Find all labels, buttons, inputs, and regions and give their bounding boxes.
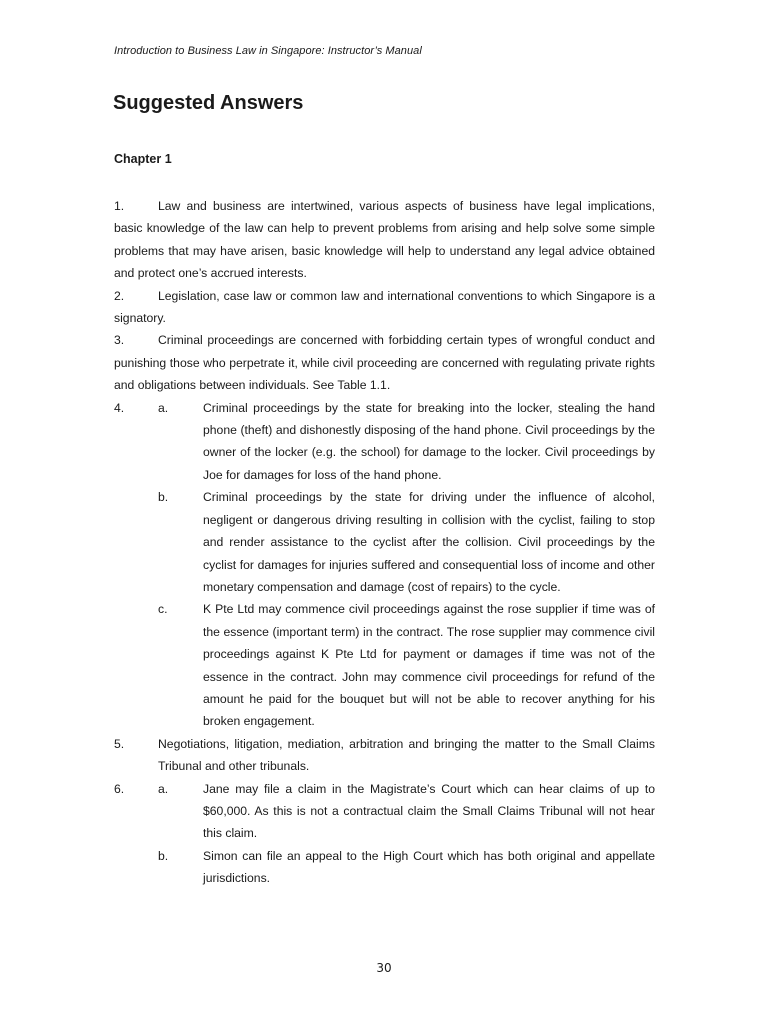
sub-answer-text: Criminal proceedings by the state for breaking into the locker, stealing the hand phone (theft) and dishonestly disposing of the hand phone. Civil proceedings by the owner of the locker (e.g. the school) for damage to the locker. Civil proceedings by Joe for damages for loss of the hand phone.: [203, 400, 655, 482]
answer-item-5: [114, 733, 655, 778]
answer-item-1: [114, 195, 655, 285]
answer-number: 6.: [114, 781, 125, 796]
sub-answer-text: Simon can file an appeal to the High Court which has both original and appellate jurisdictions.: [203, 848, 655, 886]
answers-list: [114, 195, 655, 890]
sub-letter: b.: [158, 848, 169, 863]
sub-letter: a.: [158, 400, 169, 415]
answer-number: 5.: [114, 736, 125, 751]
sub-letter: b.: [158, 490, 169, 505]
answer-item-4c: [114, 598, 655, 732]
sub-answer-text: Jane may file a claim in the Magistrate’s Court which can hear claims of up to $60,000. As this is not a contractual claim the Small Claims Tribunal will not hear this claim.: [203, 781, 655, 841]
answer-item-6b: [114, 845, 655, 890]
answer-item-6a: [114, 778, 655, 845]
answer-number: 3.: [114, 333, 125, 348]
answer-number: 1.: [114, 199, 125, 213]
page-title: Suggested Answers: [113, 92, 304, 114]
sub-letter: c.: [158, 602, 168, 617]
sub-letter: a.: [158, 781, 169, 796]
sub-answer-text: Criminal proceedings by the state for driving under the influence of alcohol, negligent or dangerous driving resulting in collision with the cyclist, failing to stop and render assistance to the cyclist after the collision. Civil proceedings by the cyclist for damages for injuries suffered and consequential loss of income and other monetary compensation and damage (cost of repairs) to the cycle.: [203, 490, 655, 594]
chapter-heading: Chapter 1: [114, 152, 172, 166]
page-number: 30: [376, 961, 392, 975]
answer-text: Law and business are intertwined, various aspects of business have legal implications, basic knowledge of the law can help to prevent problems from arising and help solve some simple problems that may have arisen, basic knowledge will help to understand any legal advice obtained and protect one’s accrued interests.: [114, 199, 655, 281]
running-header: Introduction to Business Law in Singapore: Instructor’s Manual: [114, 45, 422, 57]
sub-answer-text: K Pte Ltd may commence civil proceedings against the rose supplier if time was of the essence (important term) in the contract. The rose supplier may commence civil proceedings against K Pte Ltd for payment or damages if time was not of the essence in the contract. John may commence civil proceedings for refund of the amount he paid for the bouquet but will not be able to recover anything for his broken engagement.: [203, 602, 655, 729]
answer-number: 2.: [114, 288, 125, 303]
answer-number: 4.: [114, 400, 125, 415]
answer-item-2: [114, 285, 655, 330]
answer-text: Negotiations, litigation, mediation, arbitration and bringing the matter to the Small Claims Tribunal and other tribunals.: [158, 736, 655, 774]
answer-item-3: [114, 329, 655, 396]
answer-item-4b: [114, 486, 655, 598]
answer-text: Criminal proceedings are concerned with forbidding certain types of wrongful conduct and punishing those who perpetrate it, while civil proceeding are concerned with regulating private rights and obligations between individuals. See Table 1.1.: [114, 333, 655, 393]
answer-text: Legislation, case law or common law and international conventions to which Singapore is a signatory.: [114, 288, 655, 326]
answer-item-4a: [114, 397, 655, 487]
